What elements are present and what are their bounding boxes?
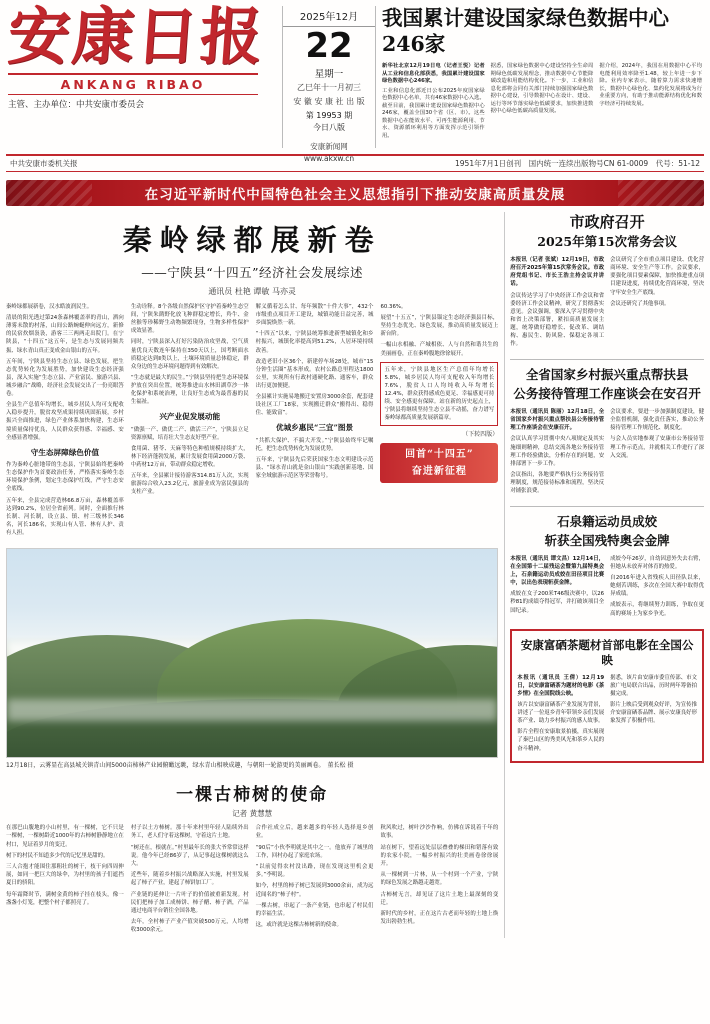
body-paragraph: 这，或许就是这棵古柿树新的使命。: [255, 922, 342, 929]
org-mid: 1951年7月1日创刊 国内统一连续出版物号CN 61-0009 代号：51-12: [455, 159, 700, 168]
website-name: 安康新闻网: [310, 141, 348, 151]
article3-headline-line2: 斩获全国残特奥会金牌: [544, 533, 670, 549]
body-paragraph: 改造老旧小区36个，新建停车场28处，城市“15分钟生活圈”基本形成。农村公路总里程达1800公里，实现所有行政村通硬化路、通客车，群众出行更加便捷。: [255, 358, 374, 389]
lead-paragraph: 本报讯（通讯员 王倩）12月19日，以安康富硒茶为题材的电影《茶乡情》在全国院线公映。: [517, 674, 605, 697]
body-paragraph: 五年来，全县完成营造林66.8万亩，森林覆盖率达到90.2%，位居全省前列。同时，全面推行林长制、河长制，设立县、镇、村三级林长346名，河长186名，实现山有人管、林有人护、责有人担。: [6, 497, 124, 537]
paper-name-pinyin: ANKANG RIBAO: [8, 73, 258, 95]
body-paragraph: 成姣今年26岁，自幼因意外失去右臂，但她从未放弃对体育的热爱。: [610, 555, 704, 571]
second-col-1: [6, 824, 124, 937]
article1-headline-line2: 2025年第15次常务会议: [537, 234, 677, 250]
body-paragraph: 生动诠释。8个各级自然保护区守护着秦岭生态空间，宁陕朱鹮野化放飞种群稳定增长，羚牛、金丝猴等珍稀野生动物频繁现身，生物多样性保护成效显著。: [130, 304, 249, 335]
pullquote-box: [380, 362, 498, 427]
body-paragraph: 站在树下，望着远处层层叠叠的梯田和错落有致的农家小院，一幅乡村振兴的壮美画卷徐徐展开。: [380, 844, 499, 867]
body-paragraph: 树下的村民不知道多少代的记忆里是甜的。: [6, 852, 109, 859]
divider: [510, 506, 704, 507]
body-paragraph: “树还在，根就在。”村里最年长的张大爷常常这样说。他今年已经86岁了，从记事起这棵树就这么大。: [130, 844, 249, 867]
date-block: [282, 6, 376, 163]
main-col-4: [380, 303, 498, 540]
org-left: 中共安康市委机关报: [10, 159, 78, 168]
body-paragraph: 村子以土方柿树。那十年来村里年轻人陆续外出务工，老人们守着这棵树，守着这片土地。: [130, 825, 249, 840]
second-col-3: [256, 824, 374, 937]
page-body: [6, 212, 704, 938]
article3-col-1: [510, 555, 604, 621]
main-col-3: [256, 303, 374, 540]
body-paragraph: 从一棵树到一片林，从一个村到一个产业，宁陕的绿色发展之路越走越宽。: [380, 872, 499, 887]
body-paragraph: “做强一产、做优二产、做活三产”，宁陕县立足资源禀赋，培育壮大生态友好型产业。: [130, 426, 249, 441]
paper-name-cn: 安康日报: [5, 0, 267, 73]
main-col-1: [6, 303, 124, 540]
article2-headline-line1: 全省国家乡村振兴重点帮扶县: [525, 367, 689, 383]
body-paragraph: 会议传达学习了中央经济工作会议和省委经济工作会议精神，研究了贯彻落实意见。会议强调，要深入学习贯彻中央和省上决策部署，紧扣高质量发展主题，统筹做好稳增长、促改革、调结构、惠民生、防风险、保稳定各项工作。: [510, 292, 605, 348]
main-byline: 通讯员 杜艳 谭敏 马亦灵: [208, 287, 296, 296]
campaign-stamp: [380, 443, 498, 483]
body-paragraph: 近些年，随着乡村振兴战略深入实施，村里发展起了柿子产业，建起了柿饼加工厂。: [130, 872, 249, 887]
issue-number: 第 19953 期: [305, 110, 353, 120]
theme-banner-text: 在习近平新时代中国特色社会主义思想指引下推动安康高质量发展: [144, 187, 566, 203]
article3-headline-line1: 石泉籍运动员成姣: [557, 514, 658, 530]
right-section: [504, 212, 704, 938]
lead-news-headline: 我国累计建设国家绿色数据中心246家: [382, 6, 669, 56]
body-paragraph: 五年来，全县累计接待游客314.81万人次，实现旅游综合收入23.2亿元，旅游业成为富民强县的支柱产业。: [130, 473, 249, 496]
article2-headline-line2: 公务接待管理工作座谈会在安召开: [513, 386, 701, 402]
body-paragraph: 展望“十五五”，宁陕县锚定生态经济强县目标，坚持生态优先、绿色发展，推动高质量发展迈上新台阶。: [380, 315, 499, 338]
lead-news-col-3: [599, 63, 702, 142]
body-paragraph: 清晨的阳光透过第24条森林覆盖率的青山，洒向薄雾未散的村落，山间公路蜿蜒伸向远方，新修的民宿炊烟袅袅，游客三三两两走出院门。在宁陕县，“十四五”这五年，是生态与发展同频共振、绿水青山真正变成金山银山的五年。: [6, 315, 124, 354]
continued-note: （下转四版）: [462, 431, 499, 439]
body-paragraph: 同时，宁陕县深入打好污染防治攻坚战，空气质量优良天数连年保持在350天以上，国考断面水质稳定达到Ⅱ类以上，土壤环境质量总体稳定，群众身边的生态环境问题得到有效解决。: [130, 339, 249, 370]
paper-logo: [5, 0, 276, 112]
body-paragraph: “共抓大保护、不搞大开发。”宁陕县始终牢记嘱托，把生态优势转化为发展优势。: [255, 437, 374, 452]
body-paragraph: 秋风吹过，树叶沙沙作响，仿佛在诉说着千年的故事。: [380, 825, 499, 840]
article1-headline-line1: 市政府召开: [569, 213, 645, 231]
date-lunar: 乙巳年十一月初三: [297, 82, 361, 92]
body-paragraph: 自2016年进入省残疾人田径队以来，她刻苦训练，多次在全国大赛中取得优异成绩。: [610, 575, 704, 598]
main-headline: 秦岭绿都展新卷: [122, 223, 382, 257]
masthead: [0, 0, 710, 163]
body-paragraph: 会议指出，各地要严格执行公务接待管理制度，规范接待标准和流程，坚决反对铺张浪费。: [510, 471, 605, 495]
body-paragraph: 去年，全村柿子产业产值突破500万元，人均增收3000余元。: [130, 919, 249, 934]
body-paragraph: 该片以安康富硒茶产业发展为背景，讲述了一位返乡青年带领乡亲们发展茶产业、助力乡村振兴的感人故事。: [517, 702, 605, 725]
date-day: 22: [305, 26, 353, 66]
second-col-4: [380, 824, 498, 937]
photo-caption: 12月18日，云雾显在高县城关镇青山间5000亩柿林产业园俯瞰远眺，绿水青山相映成趣，与朝阳一轮游更的美丽画卷。 董长松 摄: [6, 762, 354, 770]
landscape-photo: [6, 548, 498, 758]
campaign-stamp-line2: 奋进新征程: [411, 466, 467, 478]
lead-paragraph: 本报讯（通讯员 谭文昌）12月14日，在全国第十二届残运会暨第九届特奥会上，石泉籍运动员成姣在田径项目比赛中，以出色表现斩获金牌。: [510, 555, 605, 587]
paper-sponsor: 主管、主办单位：中共安康市委员会: [8, 100, 145, 111]
body-paragraph: 60.36%。: [380, 304, 407, 310]
section-heading: 守生态屏障绿色价值: [30, 447, 100, 457]
body-paragraph: 全县生产总值年均增长，城乡居民人均可支配收入稳步提升，脱贫攻坚成果持续巩固拓展，乡村振兴全面推进，绿色产业体系加快构建，生态环境质量保持优良，人民群众获得感、幸福感、安全感显著增强。: [6, 402, 124, 441]
article2-col-1: [510, 408, 604, 498]
pullquote-text: 五年来，宁陕县地区生产总值年均增长5.8%，城乡居民人均可支配收入年均增长7.6%，脱贫人口人均纯收入年均增长12.4%，群众获得感成色更足、幸福感更可持续、安全感更有保障。站在新的历史起点上，宁陕县将继续坚持生态立县不动摇，奋力谱写秦岭绿都高质量发展新篇章。: [384, 366, 495, 422]
body-paragraph: 影片上映后受到观众好评，为宣传推介安康富硒茶品牌、展示安康良好形象发挥了积极作用。: [610, 702, 697, 725]
body-paragraph: “90后”小伙李明就是其中之一。他放弃了城里的工作，回村办起了家庭农场。: [255, 844, 374, 859]
second-article-headline: 一棵古柿树的使命: [176, 785, 329, 806]
body-paragraph: 会议认真学习贯彻中央八项规定及其实施细则精神，总结交流各地公务接待管理工作经验做法，分析存在的问题，安排部署下一步工作。: [510, 436, 605, 467]
lead-paragraph: 本报讯（记者 张斌）12月19日，市政府召开2025年第15次常务会议。市政府党组书记、市长王浩主持会议并讲话。: [510, 257, 605, 288]
body-paragraph: 秦岭绿都展新卷，汉水皓波润民生。: [6, 304, 93, 310]
date-year-month: 2025年12月: [283, 8, 375, 27]
body-paragraph: 作为秦岭心脏地带的生态县，宁陕县始终把秦岭生态保护作为首要政治任务，严格落实秦岭生态环境保护条例，划定生态保护红线，严守生态安全底线。: [6, 462, 124, 493]
body-paragraph: 解义循着怎么甘、每年频散“十件大事”，432个市级重点项目开工建设，城镇功能日益完善，城乡面貌焕然一新。: [255, 304, 374, 327]
main-col-2: [131, 303, 249, 540]
article4-headline: 安康富硒茶题材首部电影在全国公映: [520, 637, 694, 668]
body-paragraph: 合作社成立后，越来越多的年轻人选择返乡创业。: [255, 825, 374, 840]
body-paragraph: 三人合抱才能围住那粗壮的树干，枝干向四周伸展，如同一把巨大的绿伞，为村里的孩子们遮挡夏日的骄阳。: [6, 863, 124, 887]
body-paragraph: “十四五”以来，宁陕县统筹推进新型城镇化和乡村振兴，城镇化率提高到51.2%，人居环境持续改善。: [255, 331, 374, 354]
body-paragraph: 产业链的延伸让一片叶子的价值被重新发现。村民们把柿子加工成柿饼、柿子醋、柿子酒，产品通过电商平台销往全国各地。: [130, 891, 249, 914]
lead-paragraph: 本报讯（通讯员 陈丽）12月18日，全省国家乡村振兴重点帮扶县公务接待管理工作座谈会在安康召开。: [510, 409, 605, 432]
body-paragraph: 据悉，国家绿色数据中心建设坚持全生命周期绿色低碳发展理念，推动数据中心节能降碳改造和用能结构优化。下一步，工业和信息化部将会同有关部门持续加强国家绿色数据中心建设，引导数据中心在设计、建设、运行等环节落实绿色低碳要求，加快推进数据中心绿色低碳高质量发展。: [490, 63, 594, 115]
body-paragraph: 会议还研究了其他事项。: [610, 300, 670, 307]
article3-col-2: [610, 555, 704, 621]
body-paragraph: 据介绍，2024年，我国在用数据中心平均电能利用效率降至1.48，较上年进一步下降。业内专家表示，随着算力需求快速增长，数据中心绿色化、集约化发展将成为行业重要方向，有助于推动能源结构优化和数字经济可持续发展。: [599, 63, 703, 107]
body-paragraph: 工业和信息化部近日公布2025年度国家绿色数据中心名单，共有46家数据中心入选。截至目前，我国累计建设国家绿色数据中心246家，覆盖全国30个省（区、市）。这些数据中心在能效水平、可再生能源利用、节水、资源循环利用等方面发挥示范引领作用。: [382, 87, 485, 139]
body-paragraph: “生态就是最大的民生。”宁陕县坚持把生态环境保护放在突出位置，统筹推进山水林田湖草沙一体化保护和系统治理，让良好生态成为最普惠的民生福祉。: [130, 374, 249, 406]
body-paragraph: 会议研究了全市重点项目建设、优化营商环境、安全生产等工作。会议要求，要强化项目要素保障，加快推进重点项目建设进度，持续优化营商环境，坚决守牢安全生产底线。: [610, 257, 704, 296]
divider: [510, 359, 704, 360]
second-article-byline: 记者 黄慧慧: [232, 809, 273, 819]
section-heading: 优城乡惠民“三宜”图景: [275, 423, 354, 433]
publisher: 安 徽 安 康 社 出 版: [293, 96, 365, 106]
lead-news-col-1: [382, 63, 485, 142]
section-heading: 兴产业促发展动能: [159, 412, 221, 422]
lead-news: [382, 6, 702, 142]
body-paragraph: 新时代的乡村，正在这片古老而年轻的土地上焕发出勃勃生机。: [380, 910, 499, 926]
main-subheadline: ——宁陕县“十四五”经济社会发展综述: [141, 265, 364, 280]
main-article-columns: [6, 303, 498, 540]
article1-col-2: [610, 256, 704, 351]
lead-news-col-2: [491, 63, 594, 142]
body-paragraph: 五年间，宁陕县坚持生态立县、绿色发展，把生态优势转化为发展胜势，加快建设生态经济强县，深入实施“生态立县、产业富民、旅游兴县、城乡融合”战略，经济社会发展交出了一份亮眼答卷。: [6, 358, 124, 398]
body-paragraph: 成姣在女子200米T46级决赛中，以26秒81的成绩夺得冠军，并打破该项目全国纪录。: [510, 591, 605, 614]
body-paragraph: 据悉，该片由安康市委宣传部、市文旅广电局联合出品，历时两年筹备拍摄完成。: [610, 674, 697, 697]
theme-banner: [6, 180, 704, 206]
right-article-2: [510, 367, 704, 498]
body-paragraph: 一棵古树，串起了一条产业链，也串起了村民们的幸福生活。: [255, 902, 374, 917]
body-paragraph: “以前觉得农村没出路，现在发现这里机会更多。”李明说。: [255, 863, 374, 879]
article4-col-1: [517, 674, 604, 756]
lead-paragraph: 新华社北京12月19日电（记者王悦）记者从工业和信息化部获悉，我国累计建设国家绿色数据中心246家。: [382, 63, 485, 85]
body-paragraph: 如今，村里的柿子树已发展到3000余亩，成为远近闻名的“柿子村”。: [255, 883, 374, 898]
second-article-columns: [6, 824, 498, 937]
body-paragraph: 在那巴山腹地的小山村里，有一棵树，它不只是一棵树，一棵树龄近1000年的古柿树静静地立在村口，见证着岁月的变迁。: [6, 825, 124, 848]
body-paragraph: 古柿树无言，却见证了这片土地上最深刻的变迁。: [380, 891, 499, 906]
date-weekday: 星期一: [314, 68, 344, 80]
article1-col-1: [510, 256, 604, 351]
body-paragraph: 与会人员实地参观了安康市公务接待管理工作示范点，并就相关工作进行了深入交流。: [610, 436, 704, 459]
website-url[interactable]: www.akxw.cn: [303, 153, 355, 163]
article4-col-2: [610, 674, 697, 756]
body-paragraph: 影片全程在安康取景拍摄，真实展现了秦巴山区的秀美风光和茶乡人民的奋斗精神。: [517, 729, 605, 752]
left-section: [6, 212, 498, 938]
article2-col-2: [610, 408, 704, 498]
body-paragraph: 会议要求，要进一步加强制度建设，健全监督机制，强化责任落实，推动公务接待管理工作规范化、制度化。: [610, 409, 704, 432]
body-paragraph: 五年来，宁陕县先后荣获国家生态文明建设示范县、“绿水青山就是金山银山”实践创新基地、国家全域旅游示范区等荣誉称号。: [255, 457, 374, 480]
body-paragraph: 全县累计实施易地搬迁安置房3000余套，配套建设社区工厂18家，实现搬迁群众“搬得出、稳得住、能致富”。: [255, 394, 374, 417]
right-article-4: [510, 629, 704, 763]
body-paragraph: 每年霜降时节，满树金黄的柿子挂在枝头，像一盏盏小灯笼，把整个村子都照亮了。: [6, 891, 124, 906]
right-article-3: [510, 514, 704, 621]
page-count: 今日八版: [313, 122, 345, 132]
body-paragraph: 成姣表示，将继续努力训练，争取在更高的赛场上为家乡争光。: [610, 602, 704, 617]
photo-block: [6, 548, 498, 770]
body-paragraph: 一幅山水相融、产城相依、人与自然和谐共生的美丽画卷，正在秦岭腹地徐徐展开。: [380, 342, 499, 357]
body-paragraph: 食用菌、猪苓、天麻等特色种植规模持续扩大，林下经济蓬勃发展，累计发展食用菌2000万袋、中药材12万亩，带动群众稳定增收。: [130, 445, 249, 469]
campaign-stamp-line1: 回首“十四五”: [405, 449, 474, 461]
second-col-2: [131, 824, 249, 937]
right-article-1: [510, 212, 704, 351]
